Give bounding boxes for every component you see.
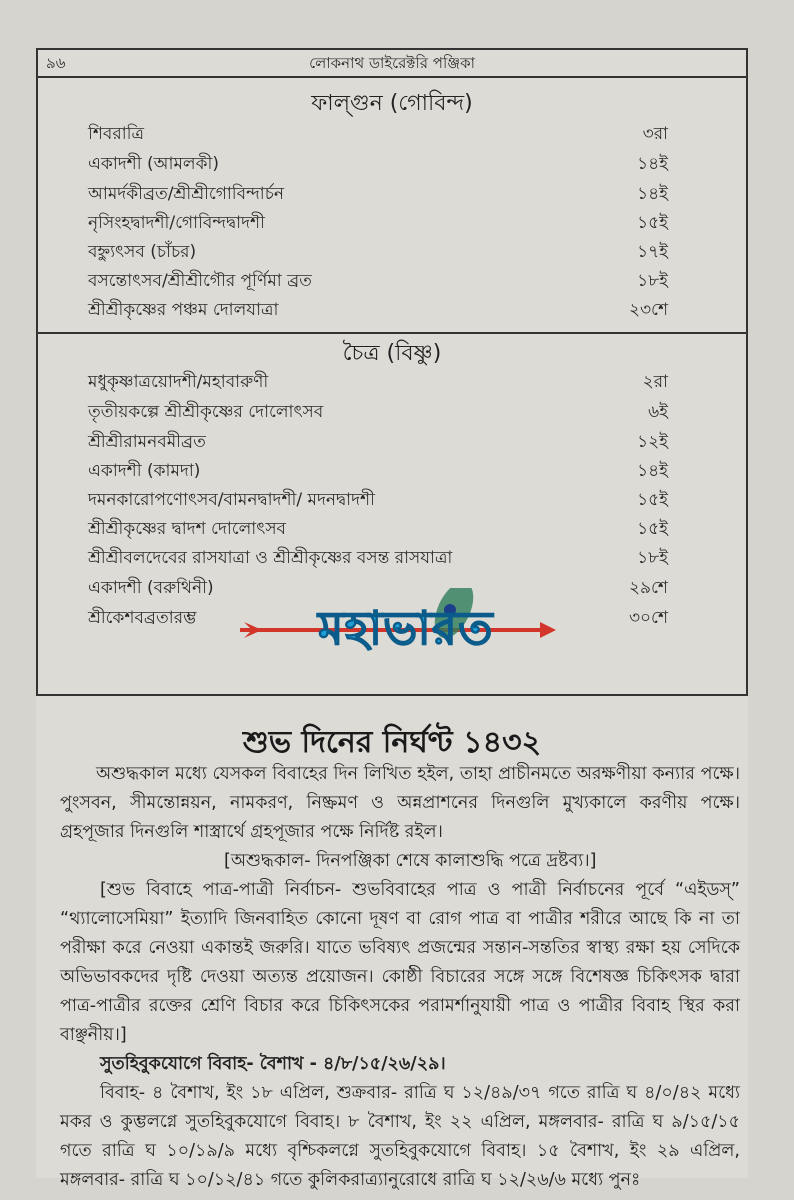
festival-row — [88, 267, 668, 295]
festival-name: নৃসিংহদ্বাদশী/গোবিন্দদ্বাদশী — [88, 213, 265, 233]
festival-row — [88, 150, 668, 178]
watermark-text: মহাভারত — [318, 601, 494, 655]
festival-name: মধুকৃষ্ণাত্রয়োদশী/মহাবারুণী — [88, 372, 269, 392]
watermark-logo — [240, 588, 560, 668]
festival-date: ২৯শে — [628, 578, 668, 598]
festival-date: ১৪ই — [637, 184, 668, 204]
festival-date: ১২ই — [637, 432, 668, 452]
festival-name: শ্রীশ্রীরামনবমীব্রত — [88, 432, 206, 452]
section-divider — [38, 332, 746, 334]
header-title: লোকনাথ ডাইরেক্টরি পঞ্জিকা — [309, 54, 475, 72]
page-header — [36, 48, 748, 78]
festival-date: ২৩শে — [628, 300, 668, 320]
festival-name: তৃতীয়কল্পে শ্রীশ্রীকৃষ্ণের দোলোৎসব — [88, 402, 324, 422]
festival-row — [88, 457, 668, 485]
falgun-title: ফাল্গুন (গোবিন্দ) — [311, 91, 473, 116]
festival-name: একাদশী (আমলকী) — [88, 154, 219, 174]
festival-row — [88, 209, 668, 237]
festival-date: ১৪ই — [637, 461, 668, 481]
sutahibuk-line: সুতহিবুকযোগে বিবাহ- বৈশাখ - ৪/৮/১৫/২৬/২৯। — [100, 1054, 446, 1074]
festival-date: ১৮ই — [637, 271, 668, 291]
intro-paragraph: অশুদ্ধকাল মধ্যে যেসকল বিবাহের দিন লিখিত হইল, তাহা প্রাচীনমতে অরক্ষণীয়া কন্যার পক্ষে। পুংসবন, সীমন্তোন্নয়ন, নামকরণ, নিষ্ক্রমণ ও অন্নপ্রাশনের দিনগুলি মুখ্যকালে করণীয় পক্ষে। গ্রহপূজার দিনগুলি শাস্ত্রার্থে গ্রহপূজার পক্ষে নির্দিষ্ট রইল। — [60, 764, 740, 842]
festival-row — [88, 428, 668, 456]
festival-row — [88, 486, 668, 514]
festival-name: শিবরাত্রি — [88, 124, 145, 144]
festival-row — [88, 296, 668, 324]
festival-row — [88, 120, 668, 148]
festival-name: একাদশী (বরুথিনী) — [88, 578, 214, 598]
festival-date: ৬ই — [648, 402, 668, 422]
festival-row — [88, 515, 668, 543]
festival-name: শ্রীশ্রীবলদেবের রাসযাত্রা ও শ্রীশ্রীকৃষ্ণের বসন্ত রাসযাত্রা — [88, 548, 453, 568]
festival-name: বহ্ন্যুৎসব (চাঁচর) — [88, 242, 197, 262]
festival-date: ১৫ই — [637, 519, 668, 539]
festival-row — [88, 238, 668, 266]
festival-date: ৩০শে — [628, 608, 668, 628]
auspicious-days-title: শুভ দিনের নির্ঘণ্ট ১৪৩২ — [242, 725, 542, 760]
festival-name: বসন্তোৎসব/শ্রীশ্রীগৌর পূর্ণিমা ব্রত — [88, 271, 312, 291]
festival-name: শ্রীকেশবব্রতারম্ভ — [88, 608, 197, 628]
festival-date: ১৭ই — [637, 242, 668, 262]
festival-row — [88, 368, 668, 396]
festival-name: আমর্দকীব্রত/শ্রীশ্রীগোবিন্দার্চন — [88, 184, 285, 204]
festival-row — [88, 180, 668, 208]
advice-paragraph: [শুভ বিবাহে পাত্র-পাত্রী নির্বাচন- শুভবিবাহের পাত্র ও পাত্রী নির্বাচনের পূর্বে “এইডস্” “থ্যালোসেমিয়া” ইত্যাদি জিনবাহিত কোনো দূষণ বা রোগ পাত্র বা পাত্রীর শরীরে আছে কি না তা পরীক্ষা করে নেওয়া একান্তই জরুরি। যাতে ভবিষ্যৎ প্রজন্মের সন্তান-সন্ততির স্বাস্থ্য রক্ষা হয় সেদিকে অভিভাবকদের দৃষ্টি দেওয়া অত্যন্ত প্রয়োজন। কোষ্ঠী বিচারের সঙ্গে সঙ্গে বিশেষজ্ঞ চিকিৎসক দ্বারা পাত্র-পাত্রীর রক্তের শ্রেণি বিচার করে চিকিৎসকের পরামর্শানুযায়ী পাত্র ও পাত্রীর বিবাহ স্থির করা বাঞ্ছনীয়।] — [60, 880, 740, 1045]
festival-row — [88, 544, 668, 572]
festival-name: শ্রীশ্রীকৃষ্ণের পঞ্চম দোলযাত্রা — [88, 300, 279, 320]
festival-name: দমনকারোপণোৎসব/বামনদ্বাদশী/ মদনদ্বাদশী — [88, 490, 375, 510]
festival-name: শ্রীশ্রীকৃষ্ণের দ্বাদশ দোলোৎসব — [88, 519, 287, 539]
chaitra-title: চৈত্র (বিষ্ণু) — [342, 341, 442, 366]
note-paragraph: [অশুদ্ধকাল- দিনপঞ্জিকা শেষে কালাশুদ্ধি পত্রে দ্রষ্টব্য।] — [224, 851, 597, 871]
marriage-dates-paragraph: বিবাহ- ৪ বৈশাখ, ইং ১৮ এপ্রিল, শুক্রবার- রাত্রি ঘ ১২/৪৯/৩৭ গতে রাত্রি ঘ ৪/০/৪২ মধ্যে মকর ও কুম্ভলগ্নে সুতহিবুকযোগে বিবাহ। ৮ বৈশাখ, ইং ২২ এপ্রিল, মঙ্গলবার- রাত্রি ঘ ৯/১৫/১৫ গতে রাত্রি ঘ ১০/১৯/৯ মধ্যে বৃশ্চিকলগ্নে সুতহিবুকযোগে বিবাহ। ১৫ বৈশাখ, ইং ২৯ এপ্রিল, মঙ্গলবার- রাত্রি ঘ ১০/১২/৪১ গতে কুলিকরাত্র্যানুরোধে রাত্রি ঘ ১২/২৬/৬ মধ্যে পুনঃ — [60, 1083, 740, 1190]
festival-row — [88, 398, 668, 426]
festival-date: ১৪ই — [637, 154, 668, 174]
festival-date: ১৮ই — [637, 548, 668, 568]
festival-date: ১৫ই — [637, 490, 668, 510]
festival-date: ২রা — [642, 372, 668, 392]
festival-date: ১৫ই — [637, 213, 668, 233]
festival-date: ৩রা — [642, 124, 668, 144]
page-number: ৯৬ — [46, 54, 66, 72]
festival-name: একাদশী (কামদা) — [88, 461, 201, 481]
